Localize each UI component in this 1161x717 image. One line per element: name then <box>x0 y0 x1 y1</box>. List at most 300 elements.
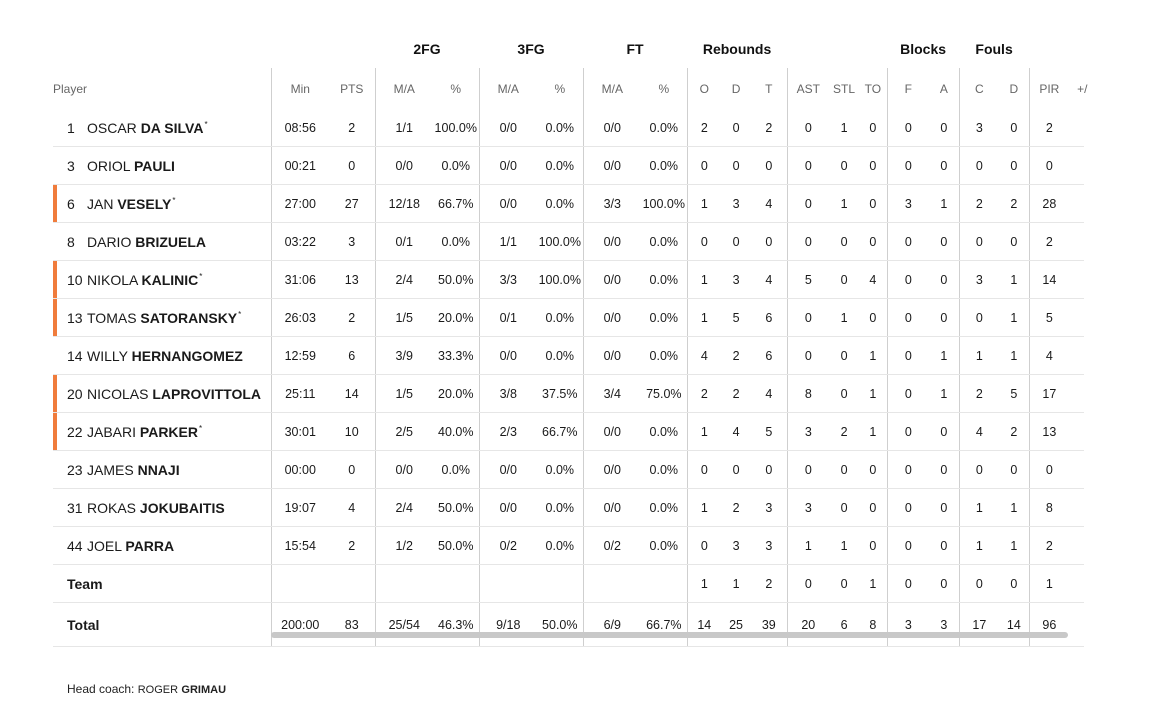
col-fouls-c[interactable]: C <box>959 68 999 109</box>
cell-reb-t: 4 <box>751 185 787 223</box>
starter-indicator <box>53 109 57 146</box>
head-coach <box>67 682 226 696</box>
cell-min: 27:00 <box>271 185 329 223</box>
cell-stl: 0 <box>829 489 859 527</box>
cell-2fg-ma: 0/0 <box>375 451 433 489</box>
cell-to: 1 <box>859 375 887 413</box>
player-row[interactable] <box>53 261 1084 299</box>
cell-ft-pct: 0.0% <box>641 109 687 147</box>
team-row <box>53 565 1084 603</box>
player-cell[interactable] <box>53 299 271 337</box>
cell-blk-f: 3 <box>887 185 929 223</box>
cell-min: 30:01 <box>271 413 329 451</box>
cell-ft-pct: 0.0% <box>641 451 687 489</box>
cell-ft-ma: 0/0 <box>583 261 641 299</box>
player-cell[interactable] <box>53 489 271 527</box>
cell-blk-a: 0 <box>929 147 959 185</box>
player-number: 31 <box>67 499 83 516</box>
player-mark: * <box>172 195 176 205</box>
cell-reb-d: 3 <box>721 261 751 299</box>
cell-ft-pct: 0.0% <box>641 299 687 337</box>
player-last-name[interactable]: HERNANGOMEZ <box>131 347 243 364</box>
cell-plus-minus <box>1069 565 1084 603</box>
cell-2fg-ma: 2/4 <box>375 489 433 527</box>
player-first-name[interactable]: NIKOLA <box>87 271 138 288</box>
starter-indicator <box>53 489 57 526</box>
cell-blk-f: 0 <box>887 489 929 527</box>
cell-ft-ma: 0/0 <box>583 451 641 489</box>
cell-min: 26:03 <box>271 299 329 337</box>
cell-fouls-d: 0 <box>999 451 1029 489</box>
cell-reb-d: 2 <box>721 337 751 375</box>
cell-stl: 2 <box>829 413 859 451</box>
cell-3fg-pct: 0.0% <box>537 109 583 147</box>
player-cell[interactable] <box>53 261 271 299</box>
player-last-name[interactable]: JOKUBAITIS <box>139 499 225 516</box>
cell-ast: 20 <box>787 603 829 647</box>
cell-fouls-c: 17 <box>959 603 999 647</box>
player-cell[interactable] <box>53 527 271 565</box>
cell-3fg-ma: 2/3 <box>479 413 537 451</box>
cell-reb-o: 1 <box>687 185 721 223</box>
player-row[interactable] <box>53 451 1084 489</box>
player-row[interactable] <box>53 489 1084 527</box>
col-3fg-ma[interactable]: M/A <box>479 68 537 109</box>
player-cell[interactable] <box>53 413 271 451</box>
cell-pir: 2 <box>1029 223 1069 261</box>
cell-2fg-pct: 50.0% <box>433 489 479 527</box>
cell-fouls-d: 0 <box>999 223 1029 261</box>
cell-fouls-d: 1 <box>999 489 1029 527</box>
cell-blk-a: 0 <box>929 527 959 565</box>
cell-ft-ma: 0/0 <box>583 109 641 147</box>
cell-blk-f: 0 <box>887 147 929 185</box>
cell-ast: 3 <box>787 489 829 527</box>
cell-pts: 0 <box>329 147 375 185</box>
col-blk-f[interactable]: F <box>887 68 929 109</box>
cell-reb-d: 3 <box>721 527 751 565</box>
cell-reb-d: 2 <box>721 489 751 527</box>
player-last-name[interactable]: SATORANSKY <box>140 309 238 326</box>
cell-stl: 0 <box>829 223 859 261</box>
cell-reb-o: 0 <box>687 147 721 185</box>
cell-reb-d: 0 <box>721 223 751 261</box>
cell-3fg-ma: 1/1 <box>479 223 537 261</box>
cell-reb-o: 1 <box>687 565 721 603</box>
player-first-name[interactable]: ROKAS <box>87 499 137 516</box>
cell-reb-t: 4 <box>751 375 787 413</box>
starter-indicator <box>53 299 57 336</box>
cell-blk-f: 0 <box>887 337 929 375</box>
cell-reb-d: 3 <box>721 185 751 223</box>
player-first-name[interactable]: NICOLAS <box>87 385 149 402</box>
cell-pir: 28 <box>1029 185 1069 223</box>
cell-reb-d: 4 <box>721 413 751 451</box>
cell-to: 0 <box>859 185 887 223</box>
cell-reb-o: 1 <box>687 261 721 299</box>
player-last-name[interactable]: LAPROVITTOLA <box>152 385 261 402</box>
starter-indicator <box>53 337 57 374</box>
player-row[interactable] <box>53 109 1084 147</box>
starter-indicator <box>53 147 57 184</box>
cell-fouls-c: 1 <box>959 337 999 375</box>
cell-pts: 2 <box>329 527 375 565</box>
cell-3fg-ma: 0/2 <box>479 527 537 565</box>
cell-3fg-ma: 0/0 <box>479 147 537 185</box>
player-number: 23 <box>67 461 83 478</box>
player-first-name[interactable]: WILLY <box>87 347 128 364</box>
cell-fouls-d: 1 <box>999 337 1029 375</box>
cell-blk-a: 0 <box>929 261 959 299</box>
starter-indicator <box>53 451 57 488</box>
cell-plus-minus <box>1069 375 1084 413</box>
cell-reb-t: 2 <box>751 565 787 603</box>
horizontal-scrollbar[interactable] <box>271 632 1068 638</box>
player-first-name[interactable]: JOEL <box>87 537 122 554</box>
player-cell[interactable] <box>53 147 271 185</box>
player-cell[interactable] <box>53 375 271 413</box>
cell-reb-t: 0 <box>751 451 787 489</box>
player-cell[interactable] <box>53 223 271 261</box>
player-last-name[interactable]: PAULI <box>133 157 175 174</box>
cell-fouls-d: 2 <box>999 413 1029 451</box>
cell-blk-a: 0 <box>929 223 959 261</box>
player-last-name[interactable]: KALINIC <box>141 271 199 288</box>
player-row[interactable] <box>53 413 1084 451</box>
cell-2fg-ma: 3/9 <box>375 337 433 375</box>
col-min[interactable]: Min <box>271 68 329 109</box>
cell-3fg-pct: 37.5% <box>537 375 583 413</box>
col-pts[interactable]: PTS <box>340 81 364 96</box>
cell-fouls-c: 3 <box>959 261 999 299</box>
cell-plus-minus <box>1069 261 1084 299</box>
cell-2fg-pct <box>433 565 479 603</box>
cell-reb-o: 0 <box>687 223 721 261</box>
cell-2fg-pct: 0.0% <box>433 223 479 261</box>
cell-pir: 2 <box>1029 527 1069 565</box>
cell-ft-ma: 0/0 <box>583 147 641 185</box>
player-first-name[interactable]: ORIOL <box>87 157 131 174</box>
cell-plus-minus <box>1069 147 1084 185</box>
cell-3fg-pct: 0.0% <box>537 299 583 337</box>
cell-blk-a: 0 <box>929 299 959 337</box>
cell-to: 0 <box>859 147 887 185</box>
cell-ast: 3 <box>787 413 829 451</box>
cell-2fg-pct: 40.0% <box>433 413 479 451</box>
player-cell[interactable] <box>53 337 271 375</box>
col-ast[interactable]: AST <box>787 68 829 109</box>
player-first-name[interactable]: DARIO <box>87 233 132 250</box>
col-2fg-pct[interactable]: % <box>450 81 462 96</box>
cell-pir: 14 <box>1029 261 1069 299</box>
cell-2fg-ma: 1/1 <box>375 109 433 147</box>
col-reb-o[interactable]: O <box>687 68 721 109</box>
col-ft-pct[interactable]: % <box>658 81 670 96</box>
cell-min: 25:11 <box>271 375 329 413</box>
player-first-name[interactable]: JAN <box>87 195 114 212</box>
cell-2fg-pct: 0.0% <box>433 147 479 185</box>
group-header-row <box>53 30 1084 68</box>
cell-ft-ma: 0/2 <box>583 527 641 565</box>
cell-blk-a: 0 <box>929 451 959 489</box>
cell-fouls-d: 0 <box>999 147 1029 185</box>
col-pir[interactable]: PIR <box>1029 68 1069 109</box>
col-player[interactable]: Player <box>53 81 88 96</box>
cell-reb-o: 0 <box>687 451 721 489</box>
cell-2fg-pct: 66.7% <box>433 185 479 223</box>
cell-ast: 0 <box>787 565 829 603</box>
cell-fouls-c: 4 <box>959 413 999 451</box>
player-row[interactable] <box>53 299 1084 337</box>
cell-2fg-ma: 1/2 <box>375 527 433 565</box>
cell-stl: 0 <box>829 375 859 413</box>
cell-fouls-d: 14 <box>999 603 1029 647</box>
cell-2fg-pct: 46.3% <box>433 603 479 647</box>
cell-2fg-pct: 0.0% <box>433 451 479 489</box>
player-number: 13 <box>67 309 83 326</box>
col-stl[interactable]: STL <box>833 81 856 96</box>
head-coach-label: Head coach: <box>67 682 135 696</box>
col-to[interactable]: TO <box>864 81 882 96</box>
cell-to: 0 <box>859 489 887 527</box>
group-ft: FT <box>626 41 644 57</box>
cell-3fg-ma: 0/0 <box>479 489 537 527</box>
cell-plus-minus <box>1069 223 1084 261</box>
cell-to: 0 <box>859 223 887 261</box>
cell-reb-o: 4 <box>687 337 721 375</box>
cell-2fg-ma: 1/5 <box>375 299 433 337</box>
cell-ast: 1 <box>787 527 829 565</box>
cell-fouls-c: 0 <box>959 223 999 261</box>
starter-indicator <box>53 185 57 222</box>
col-3fg-pct[interactable]: % <box>554 81 566 96</box>
cell-blk-f: 0 <box>887 413 929 451</box>
cell-min: 19:07 <box>271 489 329 527</box>
player-number: 3 <box>67 157 75 174</box>
player-first-name[interactable]: JABARI <box>87 423 137 440</box>
cell-reb-d: 1 <box>721 565 751 603</box>
column-header-row <box>53 68 1084 109</box>
cell-fouls-d: 1 <box>999 527 1029 565</box>
cell-pir: 5 <box>1029 299 1069 337</box>
cell-3fg-ma: 9/18 <box>479 603 537 647</box>
cell-reb-t: 5 <box>751 413 787 451</box>
player-last-name[interactable]: NNAJI <box>137 461 180 478</box>
cell-plus-minus <box>1069 489 1084 527</box>
cell-2fg-ma: 2/5 <box>375 413 433 451</box>
cell-to: 0 <box>859 299 887 337</box>
player-last-name[interactable]: BRIZUELA <box>135 233 207 250</box>
col-fouls-d[interactable]: D <box>1009 81 1019 96</box>
cell-ast: 0 <box>787 223 829 261</box>
group-blocks: Blocks <box>900 41 947 57</box>
group-rebounds: Rebounds <box>702 41 772 57</box>
cell-pts: 83 <box>329 603 375 647</box>
cell-ast: 0 <box>787 299 829 337</box>
head-coach-last-name: GRIMAU <box>181 684 227 696</box>
cell-pir: 8 <box>1029 489 1069 527</box>
player-first-name[interactable]: JAMES <box>87 461 134 478</box>
cell-ft-pct: 0.0% <box>641 147 687 185</box>
cell-2fg-pct: 50.0% <box>433 261 479 299</box>
cell-plus-minus <box>1069 451 1084 489</box>
col-ft-ma[interactable]: M/A <box>583 68 641 109</box>
cell-plus-minus <box>1069 185 1084 223</box>
cell-ast: 0 <box>787 147 829 185</box>
cell-3fg-ma: 3/8 <box>479 375 537 413</box>
player-row[interactable] <box>53 223 1084 261</box>
player-row[interactable] <box>53 375 1084 413</box>
player-mark: * <box>204 119 208 129</box>
col-2fg-ma[interactable]: M/A <box>375 68 433 109</box>
cell-pts <box>329 565 375 603</box>
cell-plus-minus <box>1069 109 1084 147</box>
cell-reb-t: 39 <box>751 603 787 647</box>
cell-reb-o: 1 <box>687 299 721 337</box>
col-plus-minus[interactable]: +/ <box>1077 81 1088 96</box>
cell-2fg-ma <box>375 565 433 603</box>
player-first-name[interactable]: OSCAR <box>87 119 137 136</box>
player-mark: * <box>199 271 203 281</box>
cell-pir: 96 <box>1029 603 1069 647</box>
cell-pts: 13 <box>329 261 375 299</box>
cell-fouls-c: 0 <box>959 565 999 603</box>
cell-pir: 13 <box>1029 413 1069 451</box>
cell-blk-f: 0 <box>887 565 929 603</box>
player-last-name[interactable]: DA SILVA <box>140 119 204 136</box>
player-cell[interactable] <box>53 451 271 489</box>
cell-plus-minus <box>1069 299 1084 337</box>
player-last-name[interactable]: VESELY <box>117 195 172 212</box>
cell-pir: 1 <box>1029 565 1069 603</box>
starter-indicator <box>53 527 57 564</box>
cell-pts: 27 <box>329 185 375 223</box>
total-label: Total <box>53 603 271 647</box>
cell-2fg-ma: 12/18 <box>375 185 433 223</box>
cell-blk-a: 1 <box>929 375 959 413</box>
starter-indicator <box>53 223 57 260</box>
cell-2fg-ma: 0/1 <box>375 223 433 261</box>
cell-3fg-ma: 0/0 <box>479 109 537 147</box>
cell-to: 0 <box>859 109 887 147</box>
cell-3fg-pct: 0.0% <box>537 527 583 565</box>
cell-fouls-d: 1 <box>999 299 1029 337</box>
cell-ft-ma: 0/0 <box>583 299 641 337</box>
cell-min: 00:00 <box>271 451 329 489</box>
cell-blk-f: 0 <box>887 261 929 299</box>
player-number: 1 <box>67 119 75 136</box>
cell-reb-o: 2 <box>687 375 721 413</box>
cell-3fg-pct: 100.0% <box>537 261 583 299</box>
cell-min <box>271 565 329 603</box>
cell-3fg-ma <box>479 565 537 603</box>
cell-reb-t: 3 <box>751 527 787 565</box>
cell-blk-a: 3 <box>929 603 959 647</box>
group-2fg: 2FG <box>413 41 441 57</box>
cell-ft-pct: 66.7% <box>641 603 687 647</box>
cell-2fg-ma: 2/4 <box>375 261 433 299</box>
player-number: 20 <box>67 385 83 402</box>
cell-3fg-ma: 0/0 <box>479 451 537 489</box>
player-cell[interactable] <box>53 185 271 223</box>
cell-fouls-c: 0 <box>959 147 999 185</box>
player-cell[interactable] <box>53 109 271 147</box>
cell-fouls-c: 0 <box>959 299 999 337</box>
cell-ast: 0 <box>787 185 829 223</box>
cell-reb-t: 6 <box>751 299 787 337</box>
cell-pts: 0 <box>329 451 375 489</box>
cell-stl: 1 <box>829 299 859 337</box>
cell-blk-f: 0 <box>887 375 929 413</box>
cell-ft-ma <box>583 565 641 603</box>
cell-ft-ma: 3/3 <box>583 185 641 223</box>
cell-reb-d: 5 <box>721 299 751 337</box>
player-row[interactable] <box>53 147 1084 185</box>
cell-3fg-ma: 0/0 <box>479 185 537 223</box>
cell-blk-a: 0 <box>929 413 959 451</box>
cell-blk-a: 1 <box>929 337 959 375</box>
cell-fouls-d: 0 <box>999 109 1029 147</box>
cell-blk-a: 0 <box>929 565 959 603</box>
player-number: 14 <box>67 347 83 364</box>
cell-fouls-c: 2 <box>959 375 999 413</box>
cell-min: 12:59 <box>271 337 329 375</box>
cell-3fg-pct: 66.7% <box>537 413 583 451</box>
cell-pts: 4 <box>329 489 375 527</box>
col-reb-d[interactable]: D <box>731 81 741 96</box>
player-row[interactable] <box>53 527 1084 565</box>
player-last-name[interactable]: PARRA <box>125 537 175 554</box>
cell-fouls-c: 1 <box>959 489 999 527</box>
cell-pir: 0 <box>1029 147 1069 185</box>
player-first-name[interactable]: TOMAS <box>87 309 137 326</box>
cell-stl: 0 <box>829 337 859 375</box>
cell-stl: 1 <box>829 109 859 147</box>
cell-2fg-pct: 20.0% <box>433 375 479 413</box>
cell-fouls-d: 1 <box>999 261 1029 299</box>
boxscore-table <box>53 30 1088 647</box>
cell-ft-pct: 75.0% <box>641 375 687 413</box>
col-reb-t[interactable]: T <box>765 81 773 96</box>
cell-reb-t: 0 <box>751 147 787 185</box>
col-blk-a[interactable]: A <box>939 81 948 96</box>
player-last-name[interactable]: PARKER <box>139 423 198 440</box>
cell-blk-f: 3 <box>887 603 929 647</box>
cell-fouls-c: 2 <box>959 185 999 223</box>
total-row <box>53 603 1084 647</box>
cell-blk-f: 0 <box>887 527 929 565</box>
player-row[interactable] <box>53 185 1084 223</box>
cell-min: 15:54 <box>271 527 329 565</box>
cell-ft-ma: 3/4 <box>583 375 641 413</box>
head-coach-first-name: ROGER <box>137 684 179 696</box>
cell-reb-t: 4 <box>751 261 787 299</box>
cell-blk-f: 0 <box>887 109 929 147</box>
player-row[interactable] <box>53 337 1084 375</box>
cell-3fg-ma: 3/3 <box>479 261 537 299</box>
cell-3fg-pct: 100.0% <box>537 223 583 261</box>
cell-plus-minus <box>1069 413 1084 451</box>
cell-blk-a: 0 <box>929 109 959 147</box>
cell-stl: 1 <box>829 527 859 565</box>
cell-ast: 0 <box>787 337 829 375</box>
player-mark: * <box>198 423 203 433</box>
cell-2fg-pct: 33.3% <box>433 337 479 375</box>
cell-2fg-pct: 50.0% <box>433 527 479 565</box>
group-3fg: 3FG <box>517 41 545 57</box>
cell-ft-ma: 0/0 <box>583 223 641 261</box>
cell-blk-f: 0 <box>887 451 929 489</box>
